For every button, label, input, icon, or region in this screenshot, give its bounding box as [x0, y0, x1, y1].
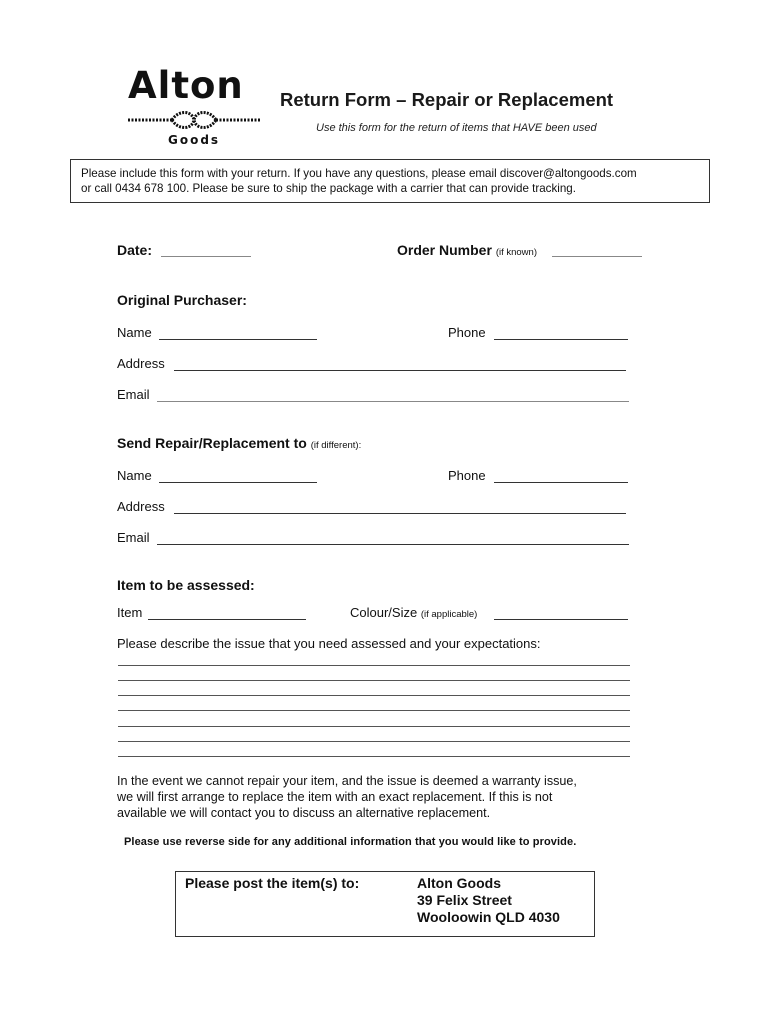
- description-line[interactable]: [118, 665, 630, 666]
- order-number-label: Order Number (if known): [397, 242, 537, 258]
- original-purchaser-heading: Original Purchaser:: [117, 292, 247, 308]
- purchaser-email-label: Email: [117, 387, 150, 402]
- description-line[interactable]: [118, 726, 630, 727]
- send-to-address-field[interactable]: [174, 513, 626, 514]
- purchaser-email-field[interactable]: [157, 401, 629, 402]
- colour-size-label: Colour/Size (if applicable): [350, 605, 478, 620]
- logo-wordmark: Alton: [128, 64, 244, 107]
- describe-prompt: Please describe the issue that you need assessed and your expectations:: [117, 636, 541, 651]
- purchaser-phone-field[interactable]: [494, 339, 628, 340]
- description-line[interactable]: [118, 741, 630, 742]
- rope-knot-icon: [126, 108, 262, 132]
- post-address: Alton Goods 39 Felix Street Wooloowin QLD 4030: [417, 875, 560, 925]
- info-line-1: Please include this form with your return. If you have any questions, please email discover@altongoods.com: [81, 167, 637, 180]
- form-subtitle: Use this form for the return of items that HAVE been used: [316, 122, 597, 134]
- send-to-name-field[interactable]: [159, 482, 317, 483]
- description-line[interactable]: [118, 710, 630, 711]
- send-to-phone-field[interactable]: [494, 482, 628, 483]
- send-to-heading: Send Repair/Replacement to (if different):: [117, 435, 362, 451]
- send-to-email-field[interactable]: [157, 544, 629, 545]
- item-label: Item: [117, 605, 143, 620]
- item-field[interactable]: [148, 619, 306, 620]
- purchaser-phone-label: Phone: [448, 325, 486, 340]
- order-number-field[interactable]: [552, 256, 642, 257]
- logo-subtitle: Goods: [168, 133, 221, 147]
- purchaser-address-field[interactable]: [174, 370, 626, 371]
- date-field[interactable]: [161, 256, 251, 257]
- info-box: [70, 159, 710, 203]
- purchaser-name-label: Name: [117, 325, 152, 340]
- date-label: Date:: [117, 242, 153, 258]
- send-to-phone-label: Phone: [448, 468, 486, 483]
- description-line[interactable]: [118, 680, 630, 681]
- send-to-address-label: Address: [117, 499, 165, 514]
- colour-size-field[interactable]: [494, 619, 628, 620]
- send-to-name-label: Name: [117, 468, 152, 483]
- post-label: Please post the item(s) to:: [185, 875, 360, 891]
- reverse-side-note: Please use reverse side for any additional information that you would like to provide.: [124, 836, 577, 848]
- send-to-email-label: Email: [117, 530, 150, 545]
- purchaser-name-field[interactable]: [159, 339, 317, 340]
- purchaser-address-label: Address: [117, 356, 165, 371]
- item-heading: Item to be assessed:: [117, 577, 255, 593]
- form-title: Return Form – Repair or Replacement: [280, 89, 614, 110]
- info-line-2: or call 0434 678 100. Please be sure to ship the package with a carrier that can provide tracking.: [81, 182, 576, 195]
- warranty-paragraph: In the event we cannot repair your item, and the issue is deemed a warranty issue, we will first arrange to replace the item with an exact replacement. If this is not available we will contact you to discuss an alternative replacement.: [117, 774, 577, 820]
- description-line[interactable]: [118, 756, 630, 757]
- description-line[interactable]: [118, 695, 630, 696]
